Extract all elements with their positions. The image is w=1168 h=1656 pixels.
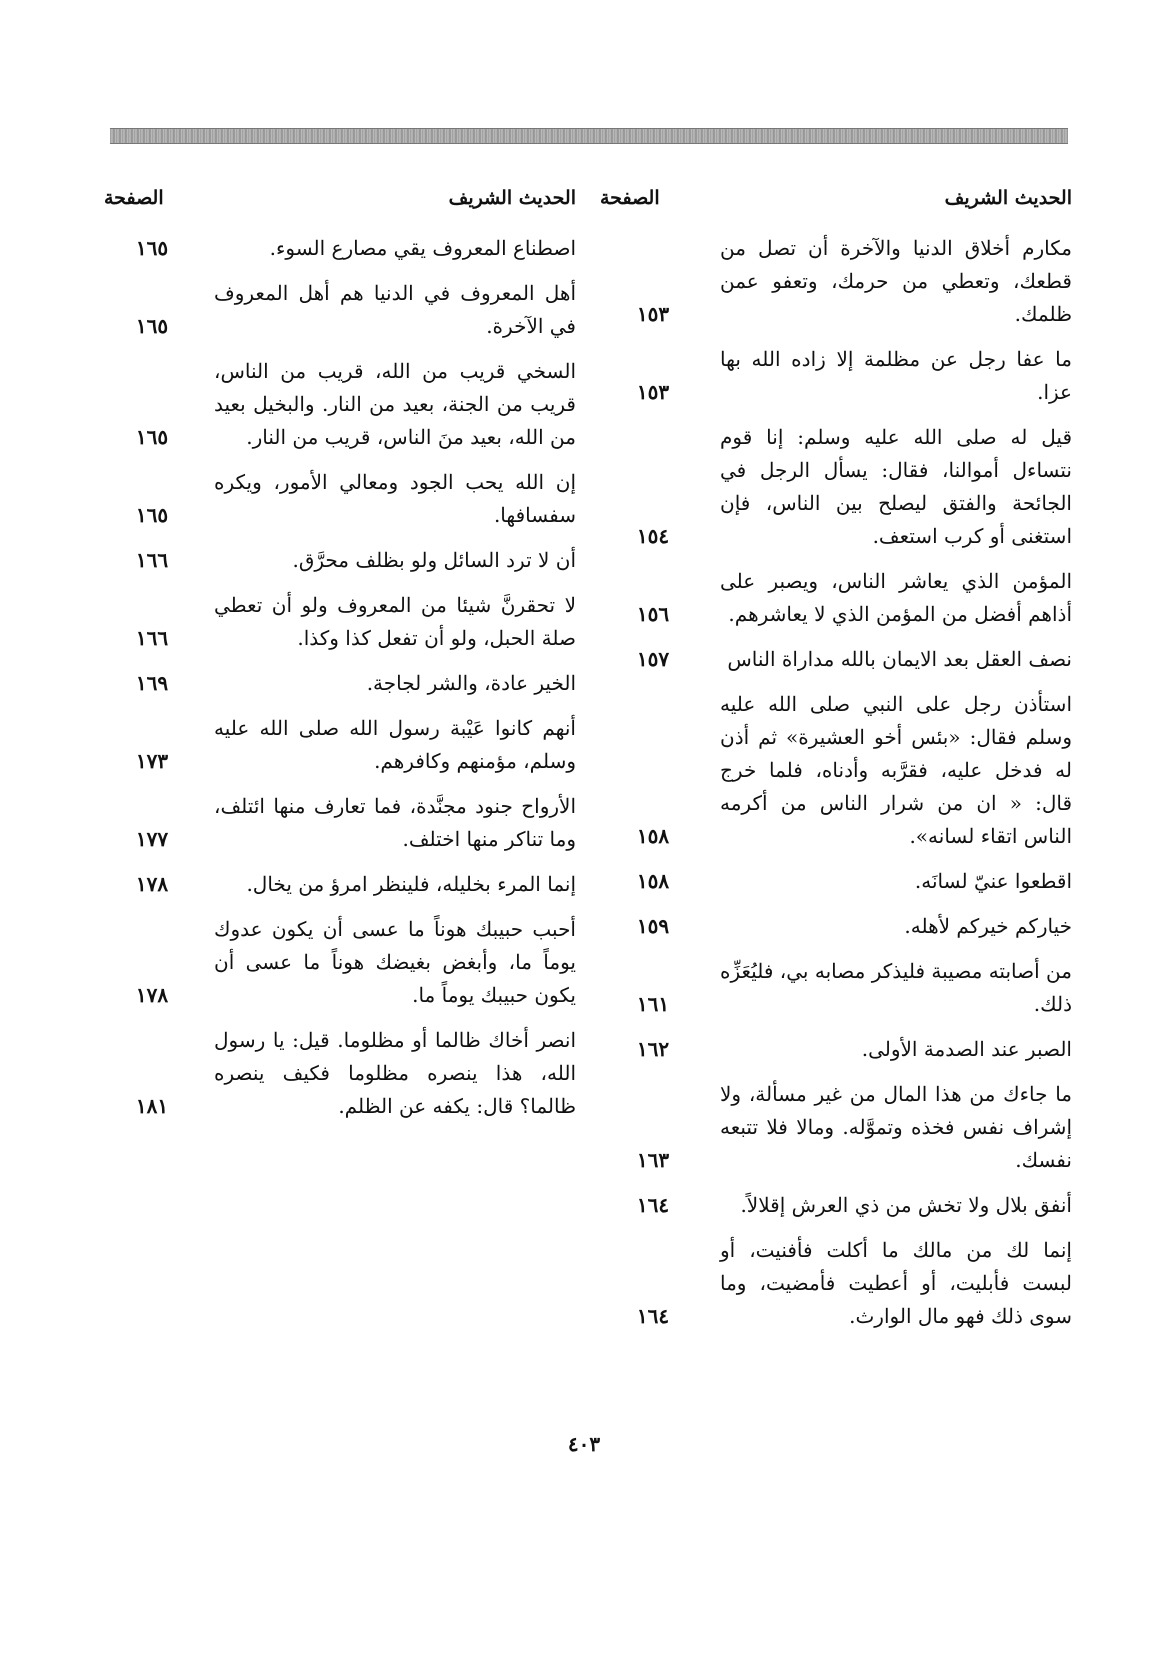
hadith-text: انصر أخاك ظالما أو مظلوما. قيل: يا رسول الله، هذا ينصره مظلوما فكيف ينصره ظالما؟ قال: يكفه عن الظلم. xyxy=(214,1028,576,1118)
right-entries xyxy=(596,232,1086,1333)
hadith-page-number: ١٥٣ xyxy=(636,380,670,404)
hadith-column-heading: الحديث الشريف xyxy=(944,187,1072,209)
hadith-entry xyxy=(100,589,590,655)
hadith-page-number: ١٥٨ xyxy=(636,824,670,848)
hadith-page-number: ١٦٣ xyxy=(636,1148,670,1172)
hadith-entry xyxy=(100,790,590,856)
hadith-text: الخير عادة، والشر لجاجة. xyxy=(366,671,576,695)
hadith-text: الصبر عند الصدمة الأولى. xyxy=(861,1037,1072,1061)
hadith-entry xyxy=(596,688,1086,853)
hadith-text: اقطعوا عنيّ لسانَه. xyxy=(914,869,1072,893)
hadith-page-number: ١٦٥ xyxy=(135,503,169,527)
hadith-column-heading: الحديث الشريف xyxy=(448,187,576,209)
hadith-page-number: ١٧٣ xyxy=(135,749,169,773)
hadith-entry xyxy=(100,913,590,1012)
top-decorative-rule xyxy=(110,128,1068,144)
hadith-page-number: ١٥٣ xyxy=(636,302,670,326)
hadith-text: من أصابته مصيبة فليذكر مصابه بي، فليُعَزِّه ذلك. xyxy=(720,959,1072,1016)
hadith-entry xyxy=(100,355,590,454)
hadith-entry xyxy=(596,343,1086,409)
hadith-entry xyxy=(100,466,590,532)
hadith-page-number: ١٥٧ xyxy=(636,647,670,671)
hadith-page-number: ١٧٧ xyxy=(135,827,169,851)
page-column-heading: الصفحة xyxy=(104,187,164,209)
hadith-entry xyxy=(596,421,1086,553)
hadith-page-number: ١٥٩ xyxy=(636,914,670,938)
hadith-text: إنما لك من مالك ما أكلت فأفنيت، أو لبست فأبليت، أو أعطيت فأمضيت، وما سوى ذلك فهو مال الوارث. xyxy=(720,1238,1072,1328)
right-column xyxy=(596,178,1086,1345)
hadith-entry xyxy=(100,868,590,901)
hadith-entry xyxy=(596,865,1086,898)
hadith-entry xyxy=(596,232,1086,331)
hadith-entry xyxy=(100,1024,590,1123)
hadith-page-number: ١٦٢ xyxy=(636,1037,670,1061)
hadith-entry xyxy=(596,1033,1086,1066)
left-entries xyxy=(100,232,590,1123)
hadith-entry xyxy=(596,643,1086,676)
hadith-text: ما عفا رجل عن مظلمة إلا زاده الله بها عزا. xyxy=(720,347,1072,404)
hadith-text: السخي قريب من الله، قريب من الناس، قريب من الجنة، بعيد من النار. والبخيل بعيد من الله، بعيد منَ الناس، قريب من النار. xyxy=(214,359,576,449)
hadith-entry xyxy=(100,232,590,265)
hadith-page-number: ١٦٦ xyxy=(135,626,169,650)
hadith-page-number: ١٧٨ xyxy=(135,872,169,896)
hadith-entry xyxy=(100,544,590,577)
hadith-page-number: ١٨١ xyxy=(135,1094,169,1118)
hadith-page-number: ١٥٨ xyxy=(636,869,670,893)
hadith-text: أنهم كانوا عَيْبة رسول الله صلى الله عليه وسلم، مؤمنهم وكافرهم. xyxy=(214,716,576,773)
hadith-text: إنما المرء بخليله، فلينظر امرؤ من يخال. xyxy=(246,872,576,896)
page-number: ٤٠٣ xyxy=(567,1432,601,1456)
hadith-page-number: ١٦٤ xyxy=(636,1193,670,1217)
hadith-text: إن الله يحب الجود ومعالي الأمور، ويكره سفسافها. xyxy=(214,470,576,527)
hadith-page-number: ١٦٦ xyxy=(135,548,169,572)
hadith-page-number: ١٦٥ xyxy=(135,236,169,260)
hadith-entry xyxy=(596,1189,1086,1222)
hadith-text: أحبب حبيبك هوناً ما عسى أن يكون عدوك يوماً ما، وأبغض بغيضك هوناً ما عسى أن يكون حبيبك يوماً ما. xyxy=(214,917,576,1007)
hadith-text: لا تحقرنَّ شيئا من المعروف ولو أن تعطي صلة الحبل، ولو أن تفعل كذا وكذا. xyxy=(214,593,576,650)
hadith-text: خياركم خيركم لأهله. xyxy=(904,914,1072,938)
hadith-entry xyxy=(100,277,590,343)
hadith-entry xyxy=(596,910,1086,943)
hadith-entry xyxy=(100,667,590,700)
hadith-page-number: ١٦٩ xyxy=(135,671,169,695)
hadith-page-number: ١٦٥ xyxy=(135,314,169,338)
hadith-page-number: ١٦٥ xyxy=(135,425,169,449)
hadith-text: أهل المعروف في الدنيا هم أهل المعروف في الآخرة. xyxy=(214,281,576,338)
hadith-text: أنفق بلال ولا تخش من ذي العرش إقلالاً. xyxy=(740,1193,1072,1217)
hadith-page-number: ١٥٤ xyxy=(636,524,670,548)
hadith-text: نصف العقل بعد الايمان بالله مداراة الناس xyxy=(727,647,1072,671)
page-column-heading: الصفحة xyxy=(600,187,660,209)
hadith-text: قيل له صلى الله عليه وسلم: إنا قوم نتساءل أموالنا، فقال: يسأل الرجل في الجائحة والفتق ليصلح بين الناس، فإن استغنى أو كرب استعف. xyxy=(720,425,1072,548)
right-column-header xyxy=(596,178,1086,218)
hadith-entry xyxy=(100,712,590,778)
hadith-page-number: ١٦١ xyxy=(636,992,670,1016)
hadith-text: مكارم أخلاق الدنيا والآخرة أن تصل من قطعك، وتعطي من حرمك، وتعفو عمن ظلمك. xyxy=(720,236,1072,326)
hadith-text: الأرواح جنود مجنَّدة، فما تعارف منها ائتلف، وما تناكر منها اختلف. xyxy=(214,794,576,851)
hadith-entry xyxy=(596,1078,1086,1177)
left-column-header xyxy=(100,178,590,218)
hadith-text: أن لا ترد السائل ولو بظلف محرَّق. xyxy=(292,548,576,572)
hadith-text: المؤمن الذي يعاشر الناس، ويصبر على أذاهم أفضل من المؤمن الذي لا يعاشرهم. xyxy=(720,569,1072,626)
hadith-page-number: ١٥٦ xyxy=(636,602,670,626)
hadith-entry xyxy=(596,565,1086,631)
left-column xyxy=(100,178,590,1135)
hadith-page-number: ١٦٤ xyxy=(636,1304,670,1328)
hadith-text: استأذن رجل على النبي صلى الله عليه وسلم فقال: «بئس أخو العشيرة» ثم أذن له فدخل عليه، فقرَّبه وأدناه، فلما خرج قال: « ان من شرار الناس من أكرمه الناس اتقاء لسانه». xyxy=(720,692,1072,848)
hadith-text: اصطناع المعروف يقي مصارع السوء. xyxy=(269,236,576,260)
hadith-page-number: ١٧٨ xyxy=(135,983,169,1007)
hadith-text: ما جاءك من هذا المال من غير مسألة، ولا إشراف نفس فخذه وتموَّله. ومالا فلا تتبعه نفسك. xyxy=(720,1082,1072,1172)
hadith-entry xyxy=(596,1234,1086,1333)
hadith-entry xyxy=(596,955,1086,1021)
